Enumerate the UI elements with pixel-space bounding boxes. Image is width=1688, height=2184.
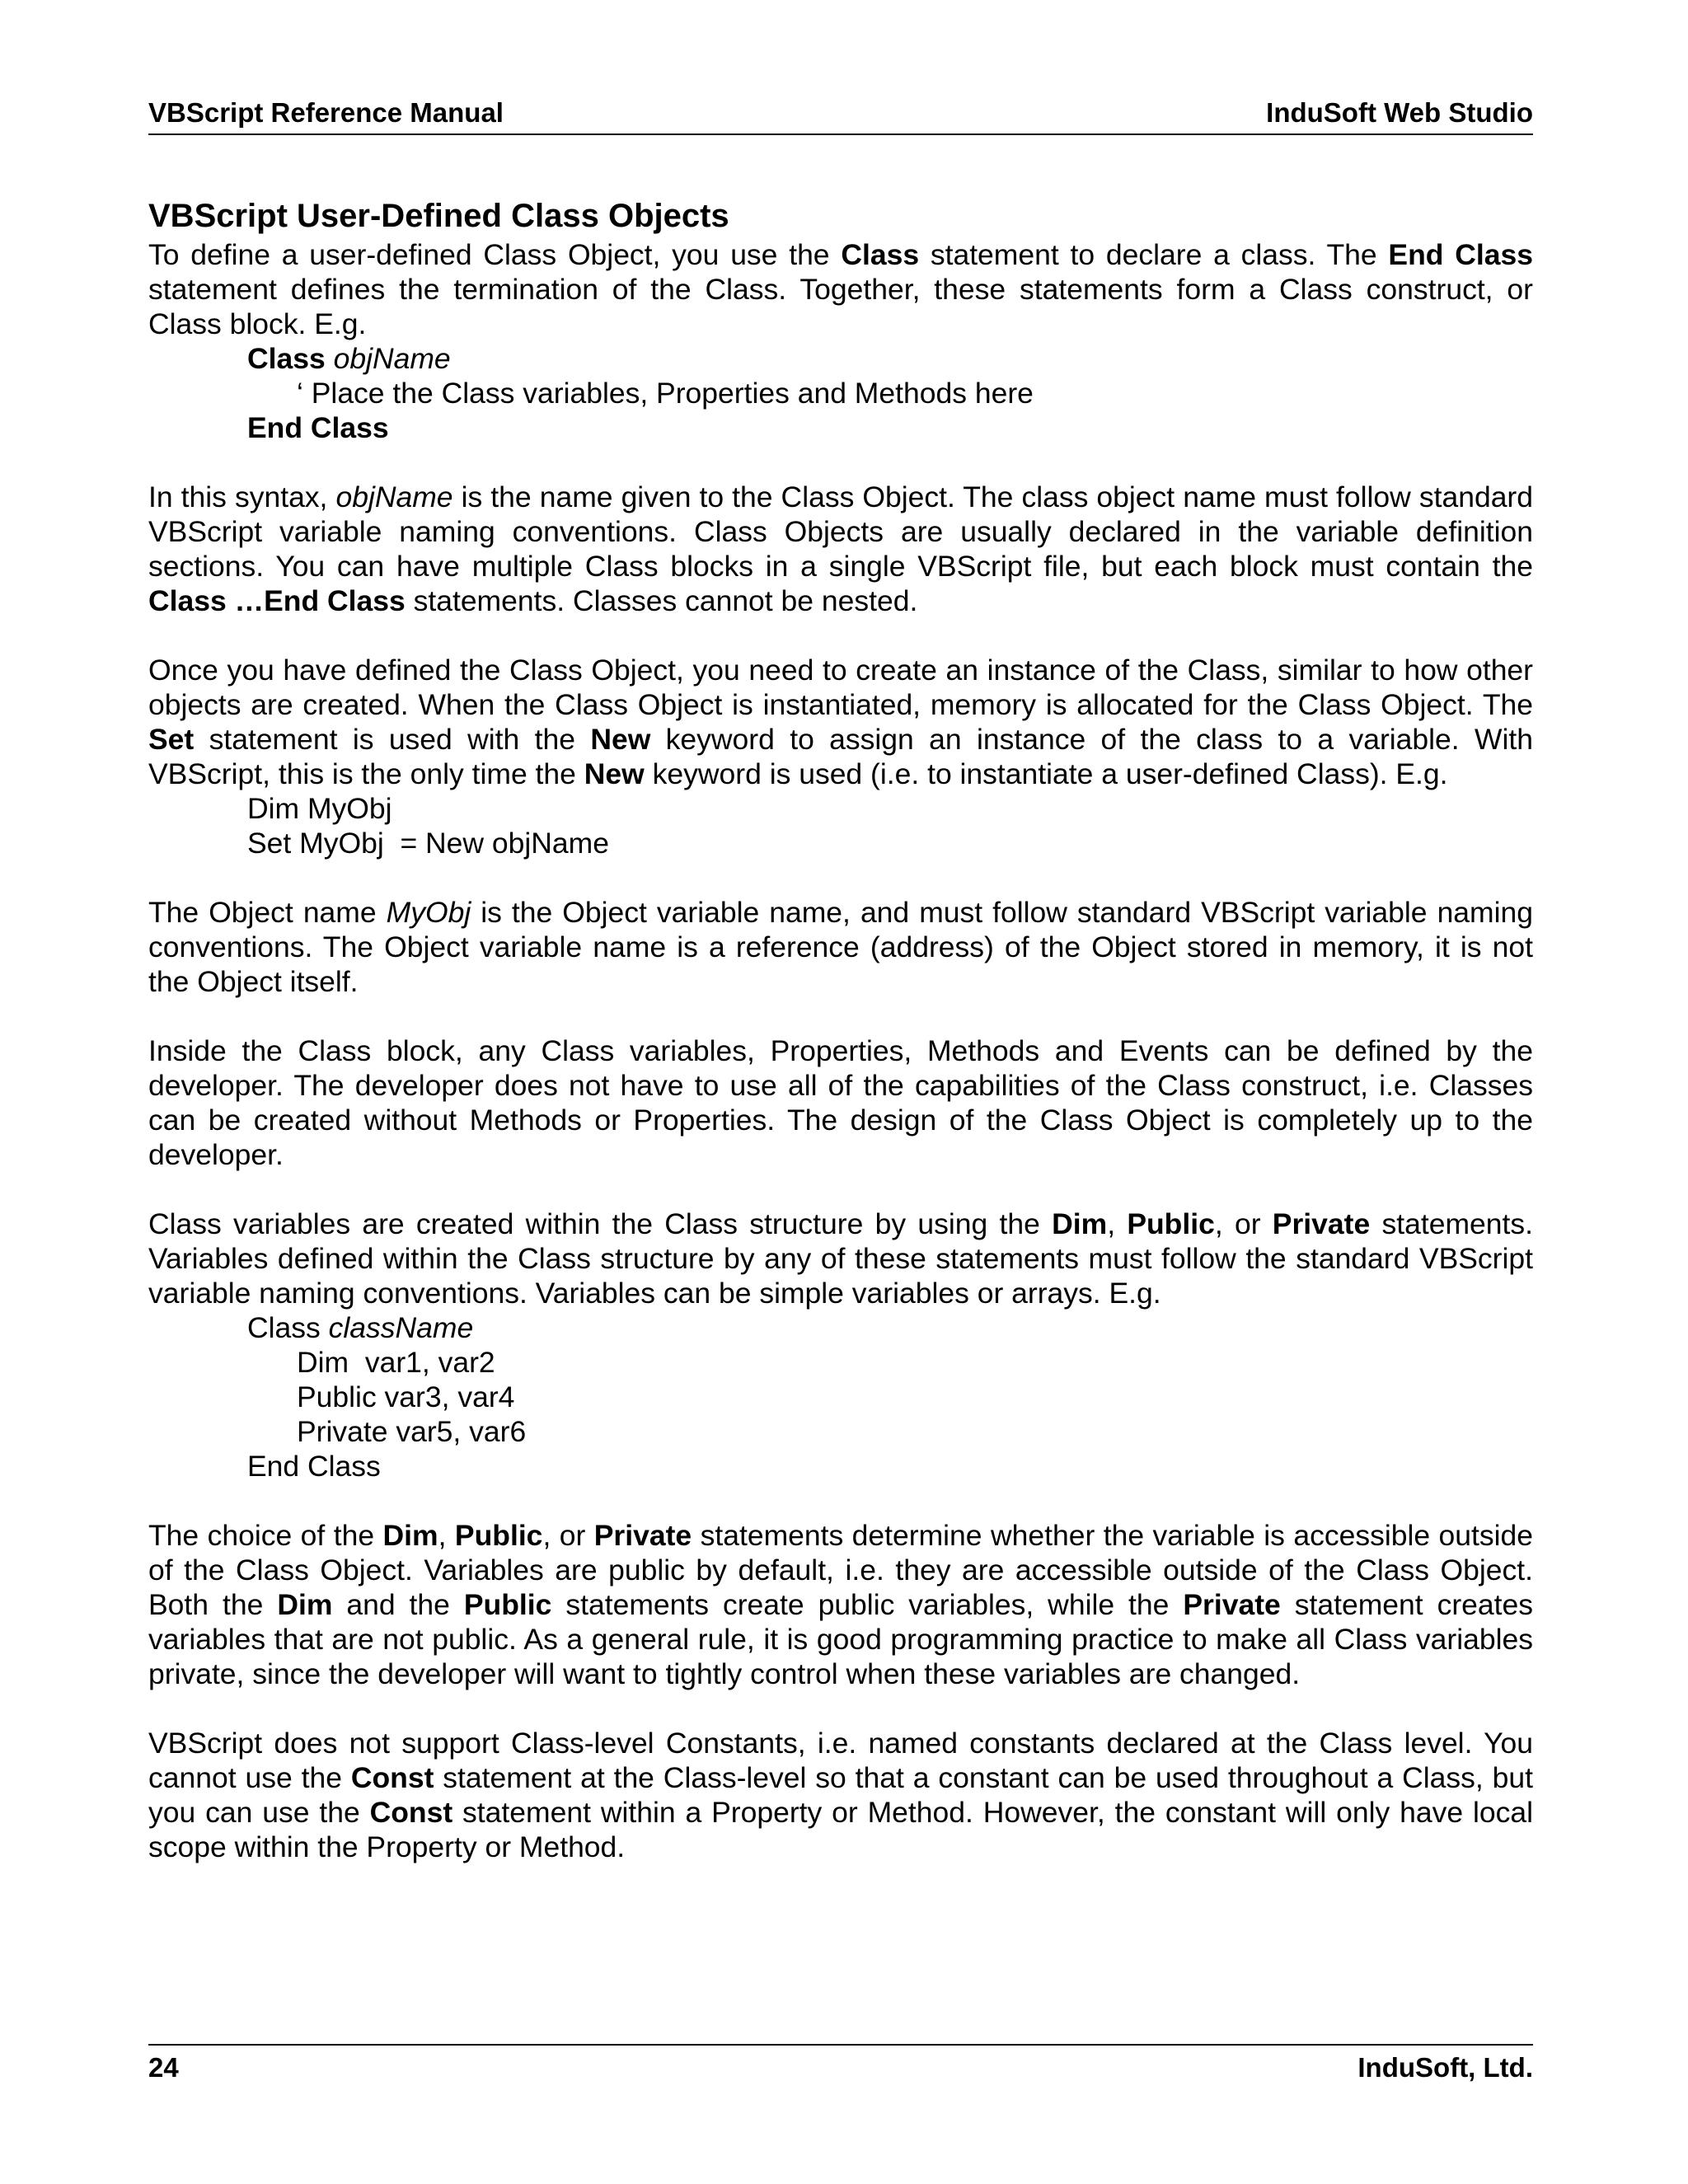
text-run: statement within a Property or Method. However, the constant will only have local scope within the Property or Method.	[148, 1796, 1533, 1863]
page-number: 24	[148, 2052, 179, 2083]
keyword-const: Const	[350, 1761, 434, 1794]
text-run: statement defines the termination of the Class. Together, these statements form a Class construct, or Class block. E.g.	[148, 273, 1533, 340]
keyword-public: Public	[1127, 1207, 1215, 1240]
text-run: , or	[1214, 1207, 1273, 1240]
code-line: Dim var1, var2	[297, 1346, 495, 1379]
italic-term: MyObj	[386, 896, 471, 929]
text-run: ,	[438, 1519, 455, 1552]
keyword-const: Const	[369, 1796, 453, 1829]
product-name: InduSoft Web Studio	[1266, 97, 1533, 128]
page-header	[148, 97, 1533, 135]
code-keyword: Class	[247, 342, 326, 375]
code-line: Dim MyObj	[247, 792, 392, 825]
keyword-dim: Dim	[1052, 1207, 1108, 1240]
paragraph-class-constants	[148, 1726, 1533, 1864]
paragraph-spacer	[148, 999, 1533, 1033]
paragraph-class-block: Inside the Class block, any Class variables, Properties, Methods and Events can be defined by the developer. The developer does not have to use all of the capabilities of the Class construct, i.e. Classes can be created without Methods or Properties. The design of the Class Object is completely up to the developer.	[148, 1034, 1533, 1171]
section-title: VBScript User-Defined Class Objects	[148, 198, 729, 234]
text-run: statement to declare a class. The	[919, 238, 1389, 271]
text-run: statement is used with the	[194, 723, 591, 756]
text-run: is the name given to the Class Object. The class object name must follow standard VBScript variable naming conventions. Class Objects are usually declared in the variable definition sections. You can have multiple Class blocks in a single VBScript file, but each block must contain the	[148, 480, 1533, 583]
manual-title: VBScript Reference Manual	[148, 97, 504, 128]
paragraph-spacer	[148, 1172, 1533, 1207]
text-run: In this syntax,	[148, 480, 336, 513]
text-run: The choice of the	[148, 1519, 383, 1552]
keyword-private: Private	[1272, 1207, 1371, 1240]
keyword-set: Set	[148, 723, 195, 756]
text-run: and the	[332, 1588, 464, 1621]
keyword-dim: Dim	[382, 1519, 438, 1552]
paragraph-spacer	[148, 618, 1533, 653]
code-line: Private var5, var6	[297, 1415, 527, 1448]
code-example-class-syntax	[148, 341, 1533, 445]
keyword-public: Public	[454, 1519, 543, 1552]
code-placeholder: objName	[333, 342, 451, 375]
keyword-new: New	[590, 723, 651, 756]
paragraph-access-modifiers	[148, 1518, 1533, 1691]
code-line	[247, 410, 1533, 445]
text-run: keyword is used (i.e. to instantiate a user-defined Class). E.g.	[644, 757, 1448, 790]
code-example-class-variables	[148, 1310, 1533, 1483]
paragraph-spacer	[148, 1691, 1533, 1726]
keyword-public: Public	[463, 1588, 552, 1621]
text-run: statements. Variables defined within the Class structure by any of these statements must follow the standard VBScript variable naming conventions. Variables can be simple variables or arrays. E.g.	[148, 1207, 1533, 1310]
keyword-private: Private	[1183, 1588, 1281, 1621]
code-comment: ‘ Place the Class variables, Properties and Methods here	[297, 377, 1034, 410]
keyword-dim: Dim	[277, 1588, 333, 1621]
keyword-class-end-class: Class …End Class	[148, 584, 406, 617]
paragraph-spacer	[148, 445, 1533, 480]
text-run: To define a user-defined Class Object, you use the	[148, 238, 842, 271]
code-keyword: Class	[247, 1311, 321, 1344]
code-example-instantiation	[148, 791, 1533, 860]
paragraph-spacer	[148, 860, 1533, 895]
keyword-end-class: End Class	[1388, 238, 1533, 271]
code-line: Set MyObj = New objName	[247, 827, 609, 860]
company-name: InduSoft, Ltd.	[1357, 2052, 1533, 2083]
text-run: , or	[542, 1519, 594, 1552]
text-run: ,	[1107, 1207, 1128, 1240]
text-run: is the Object variable name, and must follow standard VBScript variable naming conventions. The Object variable name is a reference (address) of the Object stored in memory, it is not the Object itself.	[148, 896, 1533, 998]
keyword-new: New	[584, 757, 645, 790]
text-run: statements create public variables, while the	[551, 1588, 1184, 1621]
paragraph-class-variables	[148, 1207, 1533, 1310]
code-line: Public var3, var4	[297, 1380, 515, 1413]
text-run: The Object name	[148, 896, 387, 929]
paragraph-class-definition	[148, 237, 1533, 341]
text-run: Class variables are created within the Class structure by using the	[148, 1207, 1053, 1240]
text-run: statement at the Class-level so that a constant can be used throughout a Class, but you can use the	[148, 1761, 1534, 1829]
keyword-private: Private	[593, 1519, 692, 1552]
page-footer	[148, 2044, 1533, 2083]
page-content	[148, 196, 1533, 1864]
code-placeholder: className	[328, 1311, 474, 1344]
text-run: VBScript does not support Class-level Constants, i.e. named constants declared at the Class level. You cannot use the	[148, 1727, 1533, 1794]
code-keyword: End Class	[247, 411, 389, 444]
text-run: statements. Classes cannot be nested.	[405, 584, 918, 617]
text-run: keyword to assign an instance of the class to a variable. With VBScript, this is the only time the	[148, 723, 1533, 790]
italic-term: objName	[335, 480, 453, 513]
paragraph-syntax-explanation	[148, 480, 1533, 618]
code-line	[247, 1310, 1533, 1345]
text-run: Once you have defined the Class Object, you need to create an instance of the Class, similar to how other objects are created. When the Class Object is instantiated, memory is allocated for the Class Object. The	[148, 654, 1533, 721]
paragraph-object-name	[148, 895, 1533, 999]
text-run: statements determine whether the variable is accessible outside of the Class Object. Variables are public by default, i.e. they are accessible outside of the Class Object. Both the	[148, 1519, 1534, 1621]
code-line: End Class	[247, 1450, 381, 1483]
paragraph-instantiation	[148, 653, 1533, 791]
keyword-class: Class	[841, 238, 920, 271]
paragraph-spacer	[148, 1483, 1533, 1518]
code-line	[247, 341, 1533, 376]
text-run: statement creates variables that are not public. As a general rule, it is good programming practice to make all Class variables private, since the developer will want to tightly control when these variables are changed.	[148, 1588, 1534, 1690]
